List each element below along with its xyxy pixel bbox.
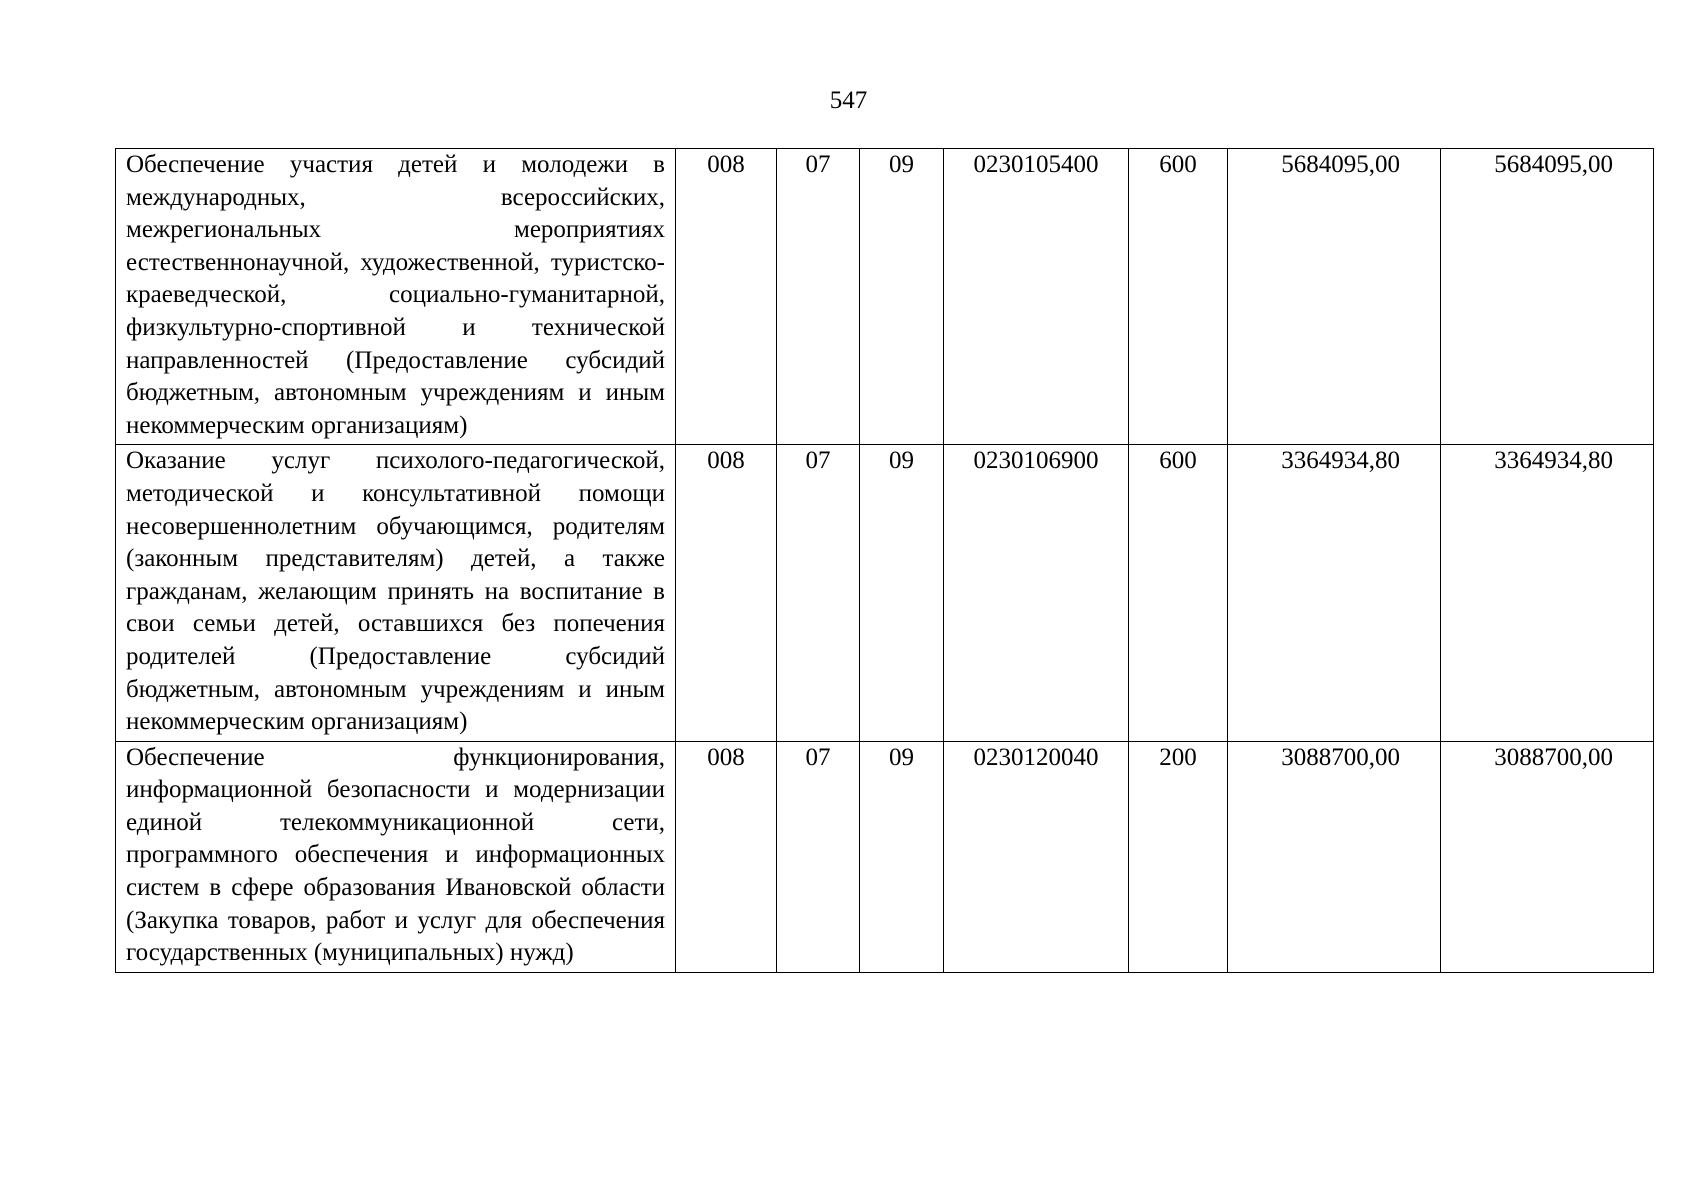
amount-1: 5684095,00 xyxy=(1228,149,1441,445)
expense-type-code: 600 xyxy=(1129,445,1228,741)
target-article-code: 0230105400 xyxy=(944,149,1129,445)
row-description: Обеспечение участия детей и молодежи в международных, всероссийских, межрегиональных мероприятиях естественнонаучной, художественной, туристско-краеведческой, социально-гуманитарной, физкультурно-спортивной и технической направленностей (Предоставление субсидий бюджетным, автономным учреждениям и иным некоммерческим организациям) xyxy=(116,149,676,445)
ministry-code: 008 xyxy=(676,445,777,741)
ministry-code: 008 xyxy=(676,149,777,445)
subsection-code: 09 xyxy=(860,445,944,741)
expense-type-code: 200 xyxy=(1129,741,1228,972)
budget-table xyxy=(115,148,1654,973)
table-row xyxy=(116,445,1654,741)
expense-type-code: 600 xyxy=(1129,149,1228,445)
page-number: 547 xyxy=(829,87,868,114)
section-code: 07 xyxy=(777,741,860,972)
amount-2: 5684095,00 xyxy=(1441,149,1654,445)
row-description: Обеспечение функционирования, информационной безопасности и модернизации единой телекоммуникационной сети, программного обеспечения и информационных систем в сфере образования Ивановской области (Закупка товаров, работ и услуг для обеспечения государственных (муниципальных) нужд) xyxy=(116,741,676,972)
table-row xyxy=(116,149,1654,445)
section-code: 07 xyxy=(777,149,860,445)
ministry-code: 008 xyxy=(676,741,777,972)
section-code: 07 xyxy=(777,445,860,741)
row-description: Оказание услуг психолого-педагогической, методической и консультативной помощи несовершеннолетним обучающимся, родителям (законным представителям) детей, а также гражданам, желающим принять на воспитание в свои семьи детей, оставшихся без попечения родителей (Предоставление субсидий бюджетным, автономным учреждениям и иным некоммерческим организациям) xyxy=(116,445,676,741)
amount-1: 3088700,00 xyxy=(1228,741,1441,972)
amount-1: 3364934,80 xyxy=(1228,445,1441,741)
amount-2: 3088700,00 xyxy=(1441,741,1654,972)
table-row xyxy=(116,741,1654,972)
subsection-code: 09 xyxy=(860,741,944,972)
amount-2: 3364934,80 xyxy=(1441,445,1654,741)
target-article-code: 0230120040 xyxy=(944,741,1129,972)
target-article-code: 0230106900 xyxy=(944,445,1129,741)
subsection-code: 09 xyxy=(860,149,944,445)
